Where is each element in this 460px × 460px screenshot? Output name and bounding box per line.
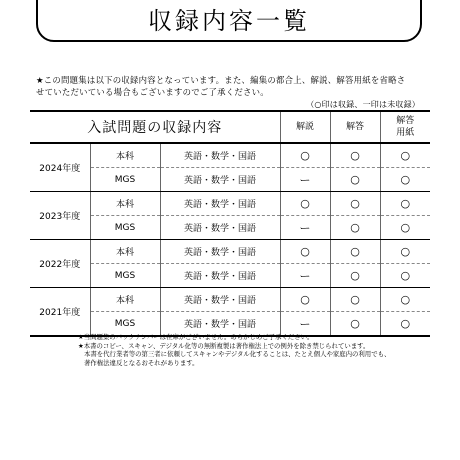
exam-type-cell: MGS: [90, 216, 160, 240]
explanation-mark: ー: [280, 264, 330, 288]
exam-type-cell: 本科: [90, 192, 160, 216]
title-box: [36, 0, 422, 42]
footnote-line: 著作権法違反となるおそれがあります。: [84, 358, 199, 367]
answer-mark: ○: [330, 216, 380, 240]
explanation-mark: ー: [280, 168, 330, 192]
exam-type-cell: MGS: [90, 168, 160, 192]
explanation-mark: ○: [280, 240, 330, 264]
exam-type-cell: 本科: [90, 240, 160, 264]
footnotes: [78, 333, 438, 367]
table-row: [30, 240, 430, 264]
legend-note: （○印は収録、一印は未収録）: [306, 100, 420, 109]
contents-table: [30, 110, 430, 337]
answer-sheet-mark: ○: [380, 312, 430, 337]
footnote-line: 本書を代行業者等の第三者に依頼してスキャンやデジタル化することは、たとえ個人や家庭内の利用でも、: [84, 350, 391, 359]
answer-mark: ○: [330, 264, 380, 288]
answer-mark: ○: [330, 143, 380, 168]
answer-mark: ○: [330, 312, 380, 337]
answer-sheet-mark: ○: [380, 216, 430, 240]
answer-mark: ○: [330, 168, 380, 192]
explanation-mark: ー: [280, 312, 330, 337]
table-row: [30, 288, 430, 312]
answer-sheet-mark: ○: [380, 192, 430, 216]
answer-sheet-mark: ○: [380, 264, 430, 288]
exam-type-cell: 本科: [90, 288, 160, 312]
notice-text: [36, 74, 436, 98]
subjects-cell: 英語・数学・国語: [160, 264, 280, 288]
answer-mark: ○: [330, 240, 380, 264]
answer-sheet-mark: ○: [380, 288, 430, 312]
column-header-answer-sheet: 解答 用紙: [380, 111, 430, 143]
subjects-cell: 英語・数学・国語: [160, 192, 280, 216]
explanation-mark: ○: [280, 192, 330, 216]
year-group: [30, 240, 430, 288]
subjects-cell: 英語・数学・国語: [160, 240, 280, 264]
year-group: [30, 192, 430, 240]
exam-type-cell: 本科: [90, 143, 160, 168]
footnote-line: ★本書のコピー、スキャン、デジタル化等の無断複製は著作権法上での例外を除き禁じられています。: [78, 341, 370, 350]
table-row: [30, 264, 430, 288]
year-cell: 2023年度: [30, 192, 90, 240]
year-cell: 2022年度: [30, 240, 90, 288]
table-row: [30, 168, 430, 192]
year-cell: 2024年度: [30, 143, 90, 192]
answer-mark: ○: [330, 192, 380, 216]
answer-sheet-mark: ○: [380, 168, 430, 192]
year-group: [30, 143, 430, 192]
subjects-cell: 英語・数学・国語: [160, 168, 280, 192]
column-header-answers: 解答: [330, 111, 380, 143]
answer-sheet-mark: ○: [380, 240, 430, 264]
notice-line: せていただいている場合もございますのでご了承ください。: [36, 87, 269, 97]
explanation-mark: ○: [280, 143, 330, 168]
table-row: [30, 192, 430, 216]
subjects-cell: 英語・数学・国語: [160, 216, 280, 240]
table-row: [30, 143, 430, 168]
explanation-mark: ー: [280, 216, 330, 240]
subjects-cell: 英語・数学・国語: [160, 312, 280, 337]
explanation-mark: ○: [280, 288, 330, 312]
table-row: [30, 216, 430, 240]
notice-line: ★この問題集は以下の収録内容となっています。また、編集の都合上、解説、解答用紙を省略さ: [36, 75, 406, 85]
subjects-cell: 英語・数学・国語: [160, 288, 280, 312]
exam-type-cell: MGS: [90, 312, 160, 337]
table-header-row: [30, 111, 430, 143]
table-title: 入試問題の収録内容: [30, 111, 280, 143]
column-header-explanation: 解説: [280, 111, 330, 143]
exam-type-cell: MGS: [90, 264, 160, 288]
year-cell: 2021年度: [30, 288, 90, 337]
subjects-cell: 英語・数学・国語: [160, 143, 280, 168]
answer-sheet-mark: ○: [380, 143, 430, 168]
answer-mark: ○: [330, 288, 380, 312]
year-group: [30, 288, 430, 337]
page-title: 収録内容一覧: [148, 7, 310, 35]
footnote-line: ★当問題集のバックナンバーは在庫がございません。あらかじめご了承ください。: [78, 333, 314, 341]
